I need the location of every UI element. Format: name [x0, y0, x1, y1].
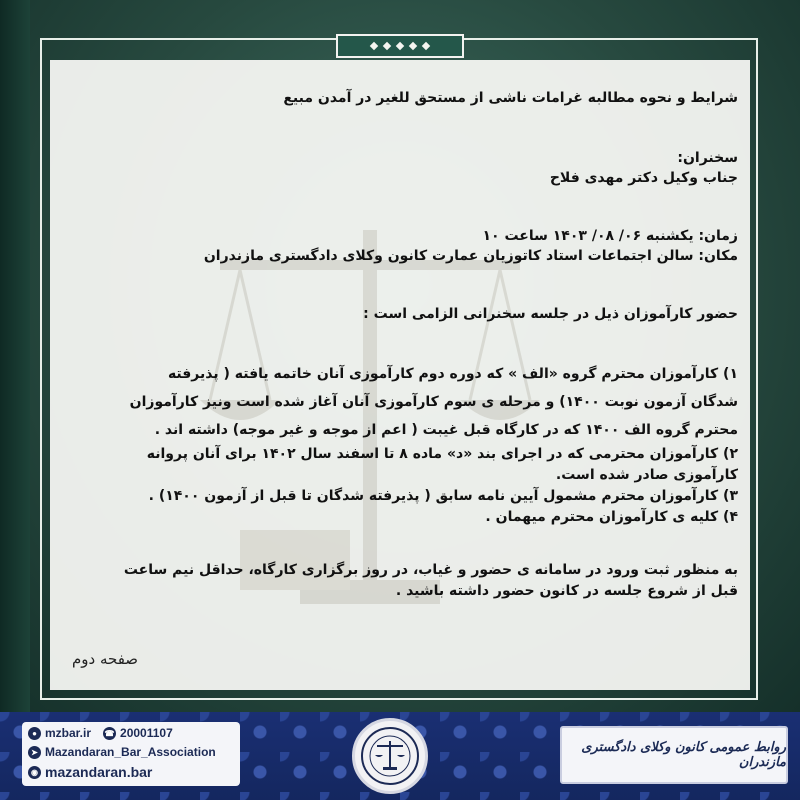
list-item-3: ۳) کارآموزان محترم مشمول آیین نامه سابق ( پذیرفته شدگان تا قبل از آزمون ۱۴۰۰) . [148, 488, 738, 504]
note-line-2: قبل از شروع جلسه در کانون حضور داشته باشید . [395, 583, 738, 599]
footer-title-box [560, 726, 788, 784]
emblem-icon [355, 721, 425, 791]
speaker-label: سخنران: [677, 150, 738, 166]
attendance-heading: حضور کارآموزان ذیل در جلسه سخنرانی الزامی است : [363, 306, 738, 322]
telegram-link[interactable]: Mazandaran_Bar_Association [45, 745, 216, 759]
header-badge [336, 34, 464, 58]
list-item-2-line-1: ۲) کارآموزان محترمی که در اجرای بند «د» ماده ۸ تا اسفند سال ۱۴۰۲ برای آنان پروانه [146, 446, 738, 462]
bar-association-emblem [352, 718, 428, 794]
place-line: مکان: سالن اجتماعات استاد کاتوزیان عمارت کانون وکلای دادگستری مازندران [203, 248, 738, 264]
website-link[interactable]: mzbar.ir [45, 726, 92, 740]
telegram-row [28, 745, 216, 759]
footer-title: روابط عمومی کانون وکلای دادگستری مازندران [581, 740, 786, 770]
website-row [28, 726, 173, 740]
page-label: صفحه دوم [72, 650, 139, 668]
footer [0, 712, 800, 800]
list-item-2-line-2: کارآموزی صادر شده است. [555, 467, 738, 483]
telegram-icon: ➤ [28, 746, 41, 759]
instagram-row [28, 764, 152, 780]
note-line-1: به منظور ثبت ورود در سامانه ی حضور و غیاب، در روز برگزاری کارگاه، حداقل نیم ساعت [123, 562, 738, 578]
contact-box [22, 722, 240, 786]
globe-icon: ● [28, 727, 41, 740]
background-stripe [0, 0, 30, 712]
instagram-link[interactable]: mazandaran.bar [45, 764, 153, 780]
time-line: زمان: یکشنبه ۰۶/ ۰۸/ ۱۴۰۳ ساعت ۱۰ [482, 228, 738, 244]
list-item-4: ۴) کلیه ی کارآموزان محترم میهمان . [485, 509, 738, 525]
instagram-icon: ◉ [28, 766, 41, 779]
document-body [62, 88, 738, 602]
phone-icon: ☎ [104, 728, 115, 738]
speaker-name: جناب وکیل دکتر مهدی فلاح [549, 170, 738, 186]
list-item-1-line-1: ۱) کارآموزان محترم گروه «الف » که دوره دوم کارآموزی آنان خاتمه یافته ( پذیرفته [167, 366, 738, 382]
list-item-1-line-3: محترم گروه الف ۱۴۰۰ که در کارگاه قبل غیبت ( اعم از موجه و غیر موجه) داشته اند . [154, 422, 738, 438]
phone-number: 20001107 [120, 726, 173, 740]
list-item-1-line-2: شدگان آزمون نوبت ۱۴۰۰) و مرحله ی سوم کارآموزی آنان آغاز شده است ونیز کارآموزان [129, 394, 738, 410]
document-title: شرایط و نحوه مطالبه غرامات ناشی از مستحق للغیر در آمدن مبیع [283, 90, 738, 106]
